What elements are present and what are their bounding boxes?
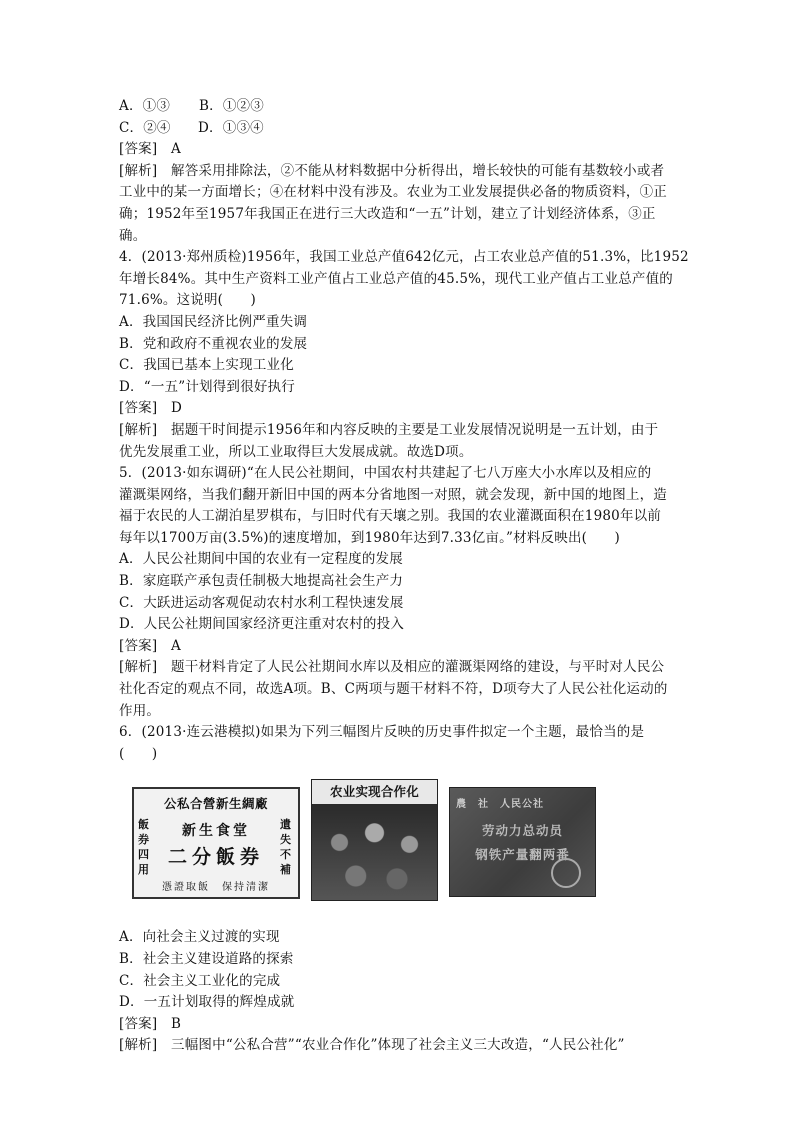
answer-line: [答案] D bbox=[119, 400, 183, 417]
option-line: C．社会主义工业化的完成 bbox=[119, 972, 281, 989]
commune-poster-line-1: 劳动力总动员 bbox=[481, 823, 563, 839]
cooperative-photo bbox=[311, 779, 438, 901]
option-a: A．①③ bbox=[119, 98, 171, 114]
option-line: A．人民公社期间中国的农业有一定程度的发展 bbox=[119, 551, 403, 568]
question-5-line: 5．(2013·如东调研)“在人民公社期间，中国农村共建起了七八万座大小水库以及相应的 bbox=[119, 465, 652, 482]
option-line: D．“一五”计划得到很好执行 bbox=[119, 378, 295, 395]
seal-icon bbox=[551, 858, 581, 888]
document-body bbox=[119, 96, 689, 1057]
question-6-line: ( ) bbox=[119, 745, 158, 762]
meal-ticket-header: 公私合營新生綢廠 bbox=[163, 796, 268, 812]
answer-line: [答案] A bbox=[119, 637, 181, 654]
answer-line: [答案] B bbox=[119, 1015, 182, 1032]
analysis-line: 社化否定的观点不同，故选A项。B、C两项与题干材料不符，D项夸大了人民公社化运动的 bbox=[119, 681, 668, 698]
meal-ticket-footer: 憑證取飯 保持清潔 bbox=[162, 882, 270, 894]
analysis-line: [解析] 解答采用排除法，②不能从材料数据中分析得出，增长较快的可能有基数较小或者 bbox=[119, 162, 665, 179]
analysis-line: 优先发展重工业，所以工业取得巨大发展成就。故选D项。 bbox=[119, 443, 473, 460]
commune-poster-line-2: 钢铁产量翻两番 bbox=[475, 847, 570, 863]
option-line: B．家庭联产承包责任制极大地提高社会生产力 bbox=[119, 573, 404, 590]
option-line: B．党和政府不重视农业的发展 bbox=[119, 335, 308, 352]
meal-ticket-left-text: 飯券四用 bbox=[138, 818, 150, 877]
question-5-line: 每年以1700万亩(3.5%)的速度增加，到1980年达到7.33亿亩。”材料反映出( ) bbox=[119, 529, 620, 546]
meal-ticket-value: 二分飯券 bbox=[167, 846, 264, 869]
meal-ticket-right-text: 遺失不補 bbox=[280, 818, 292, 877]
question-5-line: 灌溉渠网络，当我们翻开新旧中国的两本分省地图一对照，就会发现，新中国的地图上，造 bbox=[119, 486, 667, 503]
question-4-line: 71.6%。这说明( ) bbox=[119, 292, 257, 309]
analysis-line: [解析] 据题干时间提示1956年和内容反映的主要是工业发展情况说明是一五计划，由于 bbox=[119, 421, 659, 438]
option-line: B．社会主义建设道路的探索 bbox=[119, 951, 294, 967]
option-line: C．我国已基本上实现工业化 bbox=[119, 357, 294, 374]
option-line: D．一五计划取得的辉煌成就 bbox=[119, 994, 295, 1011]
analysis-line: 确。 bbox=[119, 227, 147, 244]
option-row-1 bbox=[119, 96, 679, 118]
historical-pictures bbox=[119, 779, 679, 919]
analysis-line: 确；1952年至1957年我国正在进行三大改造和“一五”计划，建立了计划经济体系，③正 bbox=[119, 205, 656, 222]
analysis-line: [解析] 三幅图中“公私合营”“农业合作化”体现了社会主义三大改造，“人民公社化” bbox=[119, 1037, 625, 1054]
option-line: A．向社会主义过渡的实现 bbox=[119, 929, 280, 946]
commune-poster bbox=[449, 787, 596, 897]
question-5-line: 福于农民的人工湖泊星罗棋布，与旧时代有天壤之别。我国的农业灌溉面积在1980年以前 bbox=[119, 508, 662, 525]
text-line: C．②④ D．①③④ bbox=[119, 119, 264, 136]
analysis-line: 作用。 bbox=[119, 702, 161, 719]
option-line: A．我国国民经济比例严重失调 bbox=[119, 313, 308, 330]
question-6-line: 6．(2013·连云港模拟)如果为下列三幅图片反映的历史事件拟定一个主题，最恰当的是 bbox=[119, 724, 645, 741]
meal-ticket-picture bbox=[132, 787, 300, 899]
commune-poster-header: 農 社 人民公社 bbox=[456, 799, 544, 811]
analysis-line: 工业中的某一方面增长；④在材料中没有涉及。农业为工业发展提供必备的物质资料，①正 bbox=[119, 184, 667, 201]
analysis-line: [解析] 题干材料肯定了人民公社期间水库以及相应的灌溉渠网络的建设，与平时对人民公 bbox=[119, 659, 665, 676]
question-4-line: 年增长84%。其中生产资料工业产值占工业总产值的45.5%，现代工业产值占工业总产值的 bbox=[119, 270, 673, 287]
question-4-line: 4．(2013·郑州质检)1956年，我国工业总产值642亿元，占工农业总产值的51.3%，比1952 bbox=[119, 249, 689, 266]
option-line: D．人民公社期间国家经济更注重对农村的投入 bbox=[119, 616, 405, 633]
option-b: B．①②③ bbox=[199, 98, 264, 114]
cooperative-photo-title: 农业实现合作化 bbox=[312, 780, 437, 804]
answer-line: [答案] A bbox=[119, 141, 181, 158]
crowd-photo-image bbox=[312, 804, 437, 900]
option-line: C．大跃进运动客观促动农村水利工程快速发展 bbox=[119, 594, 404, 611]
meal-ticket-canteen: 新生食堂 bbox=[182, 823, 250, 840]
